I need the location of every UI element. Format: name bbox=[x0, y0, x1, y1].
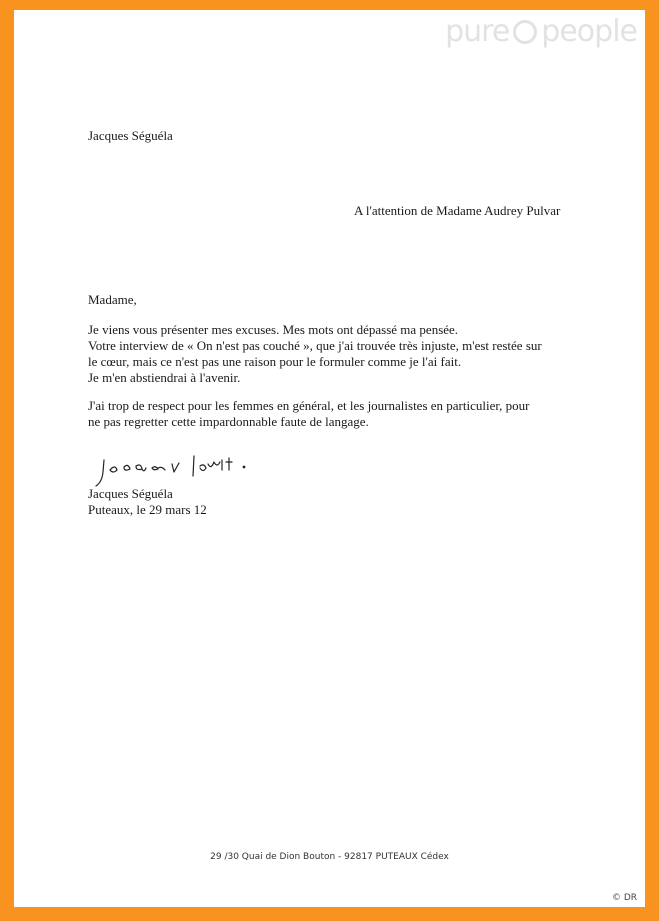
recipient-line: A l'attention de Madame Audrey Pulvar bbox=[354, 203, 561, 218]
signoff-place-date: Puteaux, le 29 mars 12 bbox=[88, 502, 207, 517]
paragraph-line: Votre interview de « On n'est pas couché », que j'ai trouvée très injuste, m'est restée sur bbox=[88, 338, 542, 353]
paragraph-line: Je viens vous présenter mes excuses. Mes mots ont dépassé ma pensée. bbox=[88, 322, 459, 337]
sender-name: Jacques Séguéla bbox=[88, 128, 173, 143]
watermark-left: pure bbox=[445, 14, 510, 49]
salutation: Madame, bbox=[88, 292, 137, 307]
handwritten-signature bbox=[94, 452, 264, 490]
pure-people-watermark bbox=[445, 14, 637, 49]
play-circle-icon bbox=[513, 20, 537, 44]
photo-credit: © DR bbox=[611, 893, 637, 903]
signoff-name: Jacques Séguéla bbox=[88, 486, 173, 501]
footer-address: 29 /30 Quai de Dion Bouton - 92817 PUTEAUX Cédex bbox=[210, 852, 449, 862]
watermark-right: people bbox=[541, 14, 637, 49]
paragraph-line: J'ai trop de respect pour les femmes en général, et les journalistes en particulier, pour bbox=[88, 398, 530, 413]
paragraph-line: le cœur, mais ce n'est pas une raison pour le formuler comme je l'ai fait. bbox=[88, 354, 462, 369]
paragraph-respect bbox=[88, 398, 530, 430]
paragraph-line: ne pas regretter cette impardonnable faute de langage. bbox=[88, 414, 369, 429]
paragraph-line: Je m'en abstiendrai à l'avenir. bbox=[88, 370, 241, 385]
paragraph-apology bbox=[88, 322, 542, 386]
